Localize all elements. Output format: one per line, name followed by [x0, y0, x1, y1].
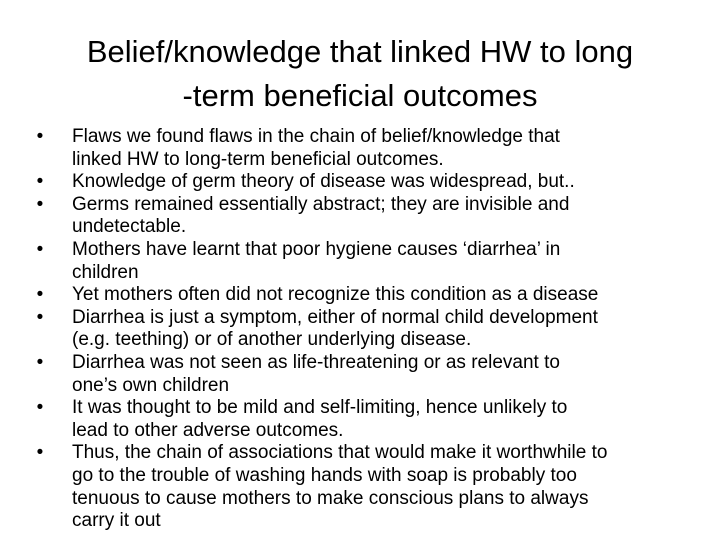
bullet-item: [30, 194, 700, 239]
bullet-text-line: Flaws we found flaws in the chain of belief/knowledge that: [72, 126, 560, 147]
bullet-text-line: Knowledge of germ theory of disease was widespread, but..: [72, 171, 575, 193]
slide-title-line-2: -term beneficial outcomes: [182, 78, 538, 113]
bullet-text-line: go to the trouble of washing hands with soap is probably too: [72, 464, 577, 486]
bullet-item: [30, 284, 700, 307]
bullet-text-line: Diarrhea was not seen as life-threatening or as relevant to: [72, 351, 560, 373]
bullet-item: [30, 307, 700, 352]
bullet-dot: •: [36, 171, 44, 193]
bullet-text-line: (e.g. teething) or of another underlying disease.: [72, 329, 472, 351]
bullet-dot: •: [36, 284, 44, 306]
bullet-text-line: Thus, the chain of associations that would make it worthwhile to: [72, 442, 608, 464]
bullet-text-line: one’s own children: [72, 374, 230, 396]
bullet-text-line: It was thought to be mild and self-limiting, hence unlikely to: [72, 397, 568, 419]
bullet-text-line: undetectable.: [72, 216, 187, 238]
bullet-item: [30, 442, 700, 532]
bullet-dot: •: [36, 442, 44, 464]
bullet-text-line: lead to other adverse outcomes.: [72, 419, 344, 441]
bullet-item: [30, 239, 700, 284]
bullet-text-line: Germs remained essentially abstract; they are invisible and: [72, 193, 570, 215]
bullet-dot: •: [36, 351, 44, 373]
bullet-text-line: Yet mothers often did not recognize this condition as a disease: [72, 284, 599, 306]
bullet-dot: •: [36, 193, 44, 215]
bullet-text-line: Mothers have learnt that poor hygiene causes ‘diarrhea’ in: [72, 238, 561, 260]
bullet-text-line: tenuous to cause mothers to make conscious plans to always: [72, 487, 589, 509]
slide-title-line-1: Belief/knowledge that linked HW to long: [86, 34, 634, 69]
bullet-text-line: Diarrhea is just a symptom, either of normal child development: [72, 306, 598, 328]
bullet-text-line: carry it out: [72, 510, 161, 532]
bullet-list: [30, 126, 700, 533]
slide-title: [30, 30, 690, 118]
bullet-text-line: linked HW to long-term beneficial outcomes.: [72, 148, 444, 170]
bullet-item: [30, 352, 700, 397]
bullet-dot: •: [36, 238, 44, 260]
bullet-item: [30, 397, 700, 442]
bullet-item: [30, 126, 700, 171]
bullet-item: [30, 171, 700, 194]
bullet-dot: •: [36, 397, 44, 419]
bullet-dot: •: [36, 306, 44, 328]
bullet-dot: •: [36, 126, 44, 147]
bullet-text-line: children: [72, 261, 139, 283]
